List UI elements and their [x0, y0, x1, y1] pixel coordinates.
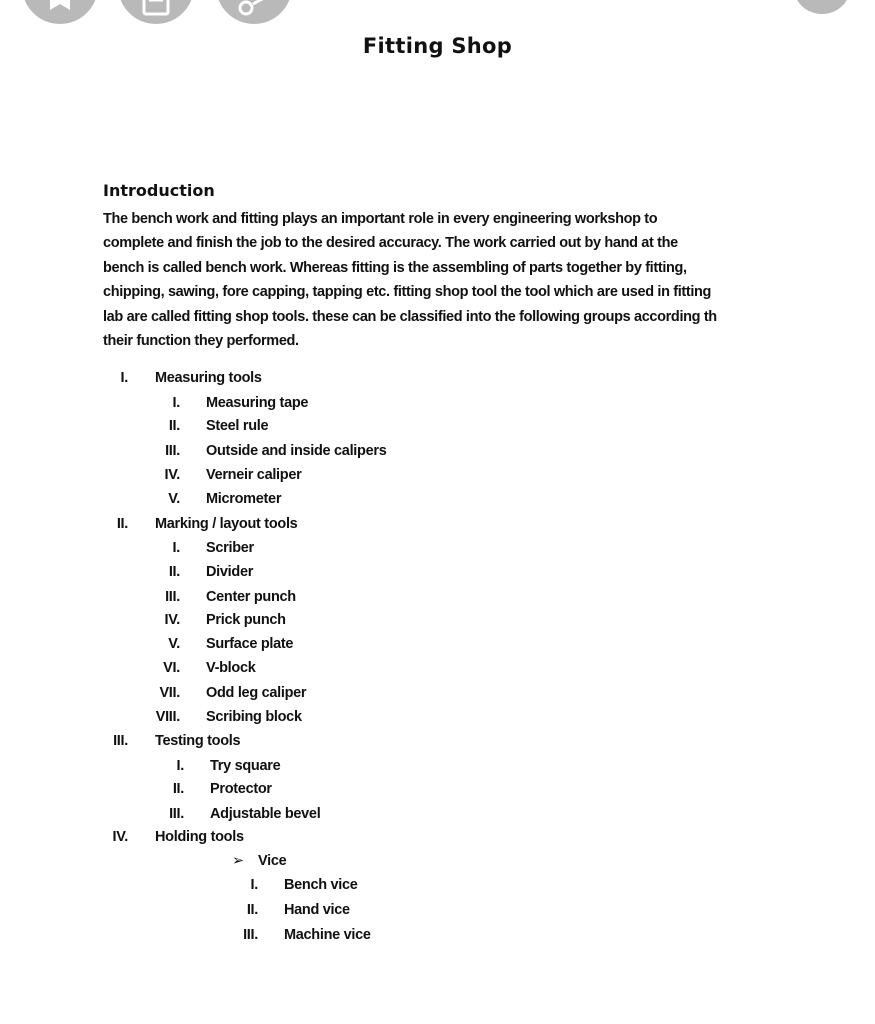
list-item-label: Steel rule [206, 418, 269, 434]
list-item-label: Center punch [206, 589, 296, 605]
share-button[interactable] [216, 0, 292, 24]
list-item-label: Machine vice [284, 927, 371, 943]
paragraph-line: their function they performed. [103, 333, 299, 350]
share-icon [216, 0, 292, 24]
list-numeral: I. [120, 370, 128, 386]
group-label: Testing tools [155, 733, 241, 749]
group-label: Measuring tools [155, 370, 262, 386]
list-numeral: II. [172, 781, 184, 797]
list-item-label: Scribing block [206, 709, 302, 725]
list-item-label: Divider [206, 564, 254, 580]
list-numeral: IV. [164, 612, 180, 628]
list-numeral: V. [168, 491, 180, 507]
more-options-button[interactable] [794, 0, 850, 14]
more-icon [794, 0, 850, 14]
list-item-label: Hand vice [284, 902, 350, 918]
list-numeral: I. [250, 877, 258, 893]
group-label: Holding tools [155, 829, 244, 845]
list-numeral: II. [116, 516, 128, 532]
group-label: Marking / layout tools [155, 516, 298, 532]
list-numeral: V. [168, 636, 180, 652]
list-numeral: III. [113, 733, 128, 749]
list-item-label: Verneir caliper [206, 467, 302, 483]
paragraph-line: chipping, sawing, fore capping, tapping etc. fitting shop tool the tool which are used in fitting [103, 284, 712, 301]
list-numeral: VII. [159, 685, 180, 701]
save-button[interactable] [118, 0, 194, 24]
list-item-label: Try square [210, 758, 281, 774]
list-numeral: I. [176, 758, 184, 774]
list-item-label: Odd leg caliper [206, 685, 307, 701]
list-numeral: III. [165, 589, 180, 605]
list-item-label: Outside and inside calipers [206, 443, 387, 459]
list-numeral: III. [243, 927, 258, 943]
list-numeral: III. [165, 443, 180, 459]
list-item-label: Measuring tape [206, 395, 309, 411]
intro-paragraph [103, 207, 793, 353]
paragraph-line: lab are called fitting shop tools. these can be classified into the following groups according th [103, 308, 717, 325]
list-item-label: Adjustable bevel [210, 806, 321, 822]
list-item-label: Scriber [206, 540, 254, 556]
list-numeral: VI. [163, 660, 180, 676]
list-item-label: Protector [210, 781, 272, 797]
list-numeral: IV. [164, 467, 180, 483]
list-numeral: VIII. [155, 709, 180, 725]
list-item-label: Bench vice [284, 877, 358, 893]
save-icon [118, 0, 194, 24]
list-item-label: Micrometer [206, 491, 282, 507]
bookmark-icon [22, 0, 98, 24]
list-numeral: II. [168, 564, 180, 580]
bookmark-button[interactable] [22, 0, 98, 24]
arrow-bullet-icon: ➢ [232, 853, 244, 869]
list-numeral: II. [246, 902, 258, 918]
subheading-label: Vice [258, 853, 287, 869]
list-numeral: IV. [112, 829, 128, 845]
list-item-label: Prick punch [206, 612, 286, 628]
paragraph-line: bench is called bench work. Whereas fitting is the assembling of parts together by fitting, [103, 259, 687, 276]
intro-heading: Introduction [103, 181, 215, 200]
paragraph-line: The bench work and fitting plays an important role in every engineering workshop to [103, 211, 658, 227]
list-item-label: Surface plate [206, 636, 294, 652]
list-numeral: I. [172, 395, 180, 411]
list-numeral: II. [168, 418, 180, 434]
list-item-label: V-block [206, 660, 256, 676]
paragraph-line: complete and finish the job to the desired accuracy. The work carried out by hand at the [103, 235, 678, 252]
list-numeral: III. [169, 806, 184, 822]
list-numeral: I. [172, 540, 180, 556]
page-title: Fitting Shop [362, 34, 513, 58]
